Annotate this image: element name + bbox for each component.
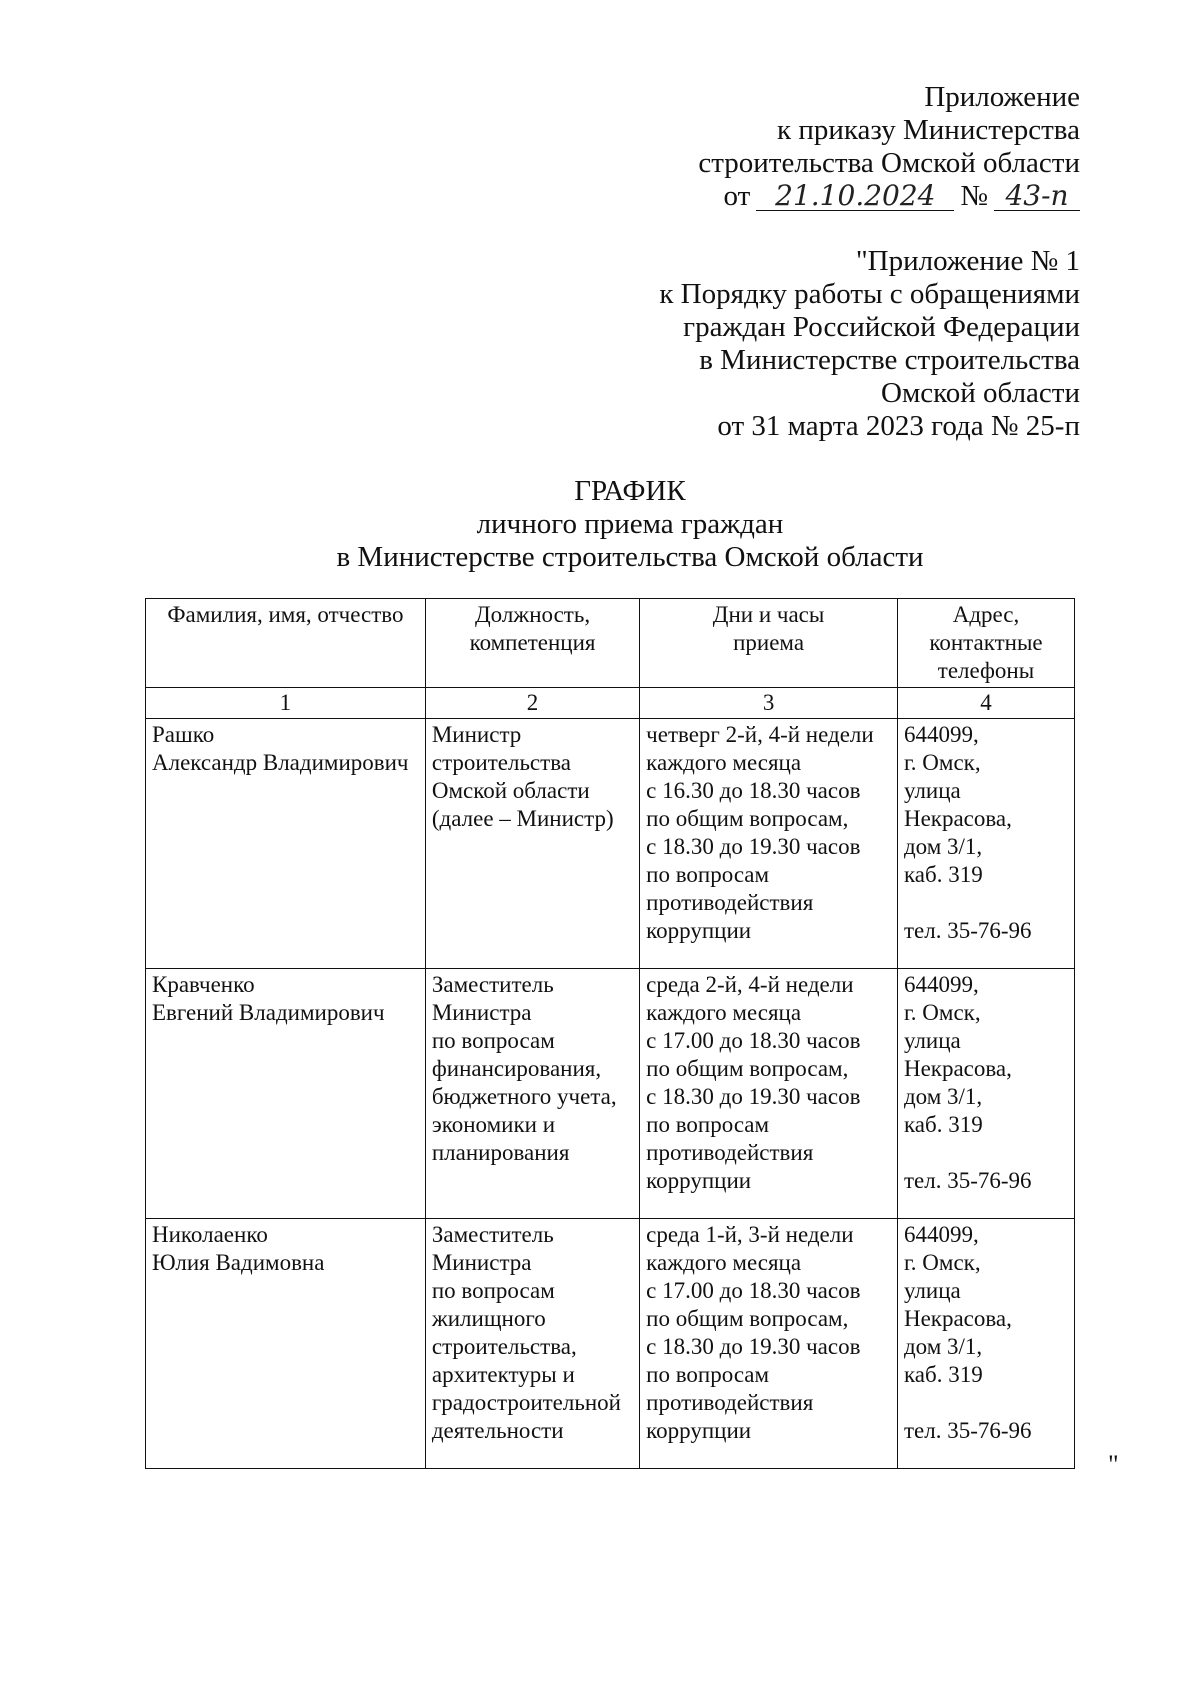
header-text: компетенция xyxy=(469,630,596,655)
phone-number: тел. 35-76-96 xyxy=(903,1168,1032,1193)
cell-address xyxy=(897,1219,1074,1469)
cell-line: противодействия xyxy=(646,1140,814,1165)
header-text: Дни и часы xyxy=(712,602,825,627)
closing-quote: " xyxy=(1108,1450,1119,1479)
cell-line: коррупции xyxy=(646,1418,752,1443)
cell-line: Юлия Вадимовна xyxy=(152,1250,325,1275)
cell-name xyxy=(146,719,426,969)
cell-line: планирования xyxy=(431,1140,570,1165)
header-schedule xyxy=(640,599,898,688)
appendix1-line: к Порядку работы с обращениями xyxy=(659,278,1080,310)
cell-schedule xyxy=(640,719,898,969)
table-row xyxy=(146,719,1075,969)
cell-line: дом 3/1, xyxy=(903,834,983,859)
cell-line: по вопросам xyxy=(646,862,770,887)
cell-line: строительства xyxy=(431,750,571,775)
cell-position xyxy=(425,719,639,969)
appendix1-line: Омской области xyxy=(881,377,1080,409)
cell-line: Заместитель xyxy=(431,1222,554,1247)
appendix1-line: граждан Российской Федерации xyxy=(683,311,1080,343)
cell-line: каб. 319 xyxy=(903,1362,983,1387)
cell-line: градостроительной xyxy=(431,1390,621,1415)
cell-line: среда 2-й, 4-й недели xyxy=(646,972,854,997)
appendix1-line: от 31 марта 2023 года № 25-п xyxy=(717,410,1080,442)
cell-line: каждого месяца xyxy=(646,1000,802,1025)
cell-line: архитектуры и xyxy=(431,1362,575,1387)
cell-address xyxy=(897,969,1074,1219)
cell-line: дом 3/1, xyxy=(903,1334,983,1359)
cell-line: строительства, xyxy=(431,1334,577,1359)
cell-line: с 18.30 до 19.30 часов xyxy=(646,1084,861,1109)
cell-line: по вопросам xyxy=(646,1362,770,1387)
header-text: Должность, xyxy=(474,602,591,627)
cell-line: с 17.00 до 18.30 часов xyxy=(646,1028,861,1053)
cell-line: Омской области xyxy=(431,778,590,803)
cell-name xyxy=(146,969,426,1219)
header-text: Фамилия, имя, отчество xyxy=(167,602,404,627)
appendix1-line: в Министерстве строительства xyxy=(699,344,1080,376)
table-row xyxy=(146,1219,1075,1469)
header-text: приема xyxy=(733,630,805,655)
spacer xyxy=(904,1389,1068,1417)
cell-line: по вопросам xyxy=(646,1112,770,1137)
cell-line: с 16.30 до 18.30 часов xyxy=(646,778,861,803)
cell-line: улица xyxy=(903,1278,961,1303)
appendix-line: строительства Омской области xyxy=(698,147,1080,179)
table-header-row xyxy=(146,599,1075,688)
spacer xyxy=(904,889,1068,917)
cell-line: с 18.30 до 19.30 часов xyxy=(646,834,861,859)
number-prefix: № xyxy=(960,180,988,212)
appendix-line: к приказу Министерства xyxy=(777,114,1080,146)
cell-line: каждого месяца xyxy=(646,750,802,775)
cell-line: Евгений Владимирович xyxy=(152,1000,385,1025)
date-prefix: от xyxy=(723,180,751,212)
cell-line: жилищного xyxy=(431,1306,546,1331)
cell-line: противодействия xyxy=(646,890,814,915)
cell-line: Министра xyxy=(431,1250,532,1275)
cell-line: г. Омск, xyxy=(903,1250,981,1275)
cell-line: 644099, xyxy=(903,972,979,997)
cell-line: коррупции xyxy=(646,918,752,943)
cell-line: среда 1-й, 3-й недели xyxy=(646,1222,854,1247)
cell-position xyxy=(425,1219,639,1469)
cell-line: по вопросам xyxy=(431,1028,555,1053)
cell-line: четверг 2-й, 4-й недели xyxy=(646,722,874,747)
cell-name xyxy=(146,1219,426,1469)
cell-line: финансирования, xyxy=(431,1056,602,1081)
reception-schedule-table xyxy=(145,598,1075,1469)
cell-line: деятельности xyxy=(431,1418,564,1443)
cell-line: Рашко xyxy=(152,722,215,747)
appendix1-header xyxy=(659,245,1080,443)
cell-position xyxy=(425,969,639,1219)
phone-number: тел. 35-76-96 xyxy=(903,918,1032,943)
phone-number: тел. 35-76-96 xyxy=(903,1418,1032,1443)
cell-line: каб. 319 xyxy=(903,862,983,887)
column-number: 4 xyxy=(897,688,1074,719)
document-title xyxy=(0,475,1200,574)
header-position xyxy=(425,599,639,688)
cell-line: улица xyxy=(903,778,961,803)
cell-line: каждого месяца xyxy=(646,1250,802,1275)
cell-schedule xyxy=(640,969,898,1219)
handwritten-number: 43-п xyxy=(994,182,1080,211)
cell-line: Некрасова, xyxy=(903,806,1012,831)
cell-line: с 18.30 до 19.30 часов xyxy=(646,1334,861,1359)
appendix-header xyxy=(698,81,1080,213)
cell-line: Александр Владимирович xyxy=(152,750,409,775)
cell-line: по вопросам xyxy=(431,1278,555,1303)
header-text: Адрес, xyxy=(952,602,1020,627)
column-number: 1 xyxy=(146,688,426,719)
cell-line: противодействия xyxy=(646,1390,814,1415)
cell-line: дом 3/1, xyxy=(903,1084,983,1109)
cell-line: Некрасова, xyxy=(903,1306,1012,1331)
cell-address xyxy=(897,719,1074,969)
header-address xyxy=(897,599,1074,688)
cell-line: Некрасова, xyxy=(903,1056,1012,1081)
cell-line: Заместитель xyxy=(431,972,554,997)
cell-line: Министр xyxy=(431,722,522,747)
cell-line: экономики и xyxy=(431,1112,556,1137)
table-row xyxy=(146,969,1075,1219)
title-line: личного приема граждан xyxy=(476,508,784,540)
column-number: 2 xyxy=(425,688,639,719)
column-number: 3 xyxy=(640,688,898,719)
spacer xyxy=(904,1139,1068,1167)
header-name xyxy=(146,599,426,688)
cell-line: с 17.00 до 18.30 часов xyxy=(646,1278,861,1303)
cell-line: улица xyxy=(903,1028,961,1053)
header-text: контактные xyxy=(929,630,1043,655)
cell-line: по общим вопросам, xyxy=(646,1306,849,1331)
cell-line: каб. 319 xyxy=(903,1112,983,1137)
table-body xyxy=(146,719,1075,1469)
appendix-line: Приложение xyxy=(924,81,1080,113)
title-line: в Министерстве строительства Омской области xyxy=(336,541,924,573)
cell-line: 644099, xyxy=(903,1222,979,1247)
cell-line: г. Омск, xyxy=(903,1000,981,1025)
cell-line: Николаенко xyxy=(152,1222,268,1247)
column-number-row xyxy=(146,688,1075,719)
order-date-line xyxy=(698,180,1080,213)
cell-line: Кравченко xyxy=(152,972,255,997)
cell-schedule xyxy=(640,1219,898,1469)
cell-line: 644099, xyxy=(903,722,979,747)
appendix1-line: "Приложение № 1 xyxy=(855,245,1080,277)
cell-line: г. Омск, xyxy=(903,750,981,775)
cell-line: коррупции xyxy=(646,1168,752,1193)
cell-line: по общим вопросам, xyxy=(646,1056,849,1081)
cell-line: бюджетного учета, xyxy=(431,1084,617,1109)
header-text: телефоны xyxy=(937,658,1035,683)
cell-line: Министра xyxy=(431,1000,532,1025)
title-main: ГРАФИК xyxy=(574,475,686,507)
cell-line: по общим вопросам, xyxy=(646,806,849,831)
cell-line: (далее – Министр) xyxy=(431,806,614,831)
handwritten-date: 21.10.2024 xyxy=(756,182,954,211)
